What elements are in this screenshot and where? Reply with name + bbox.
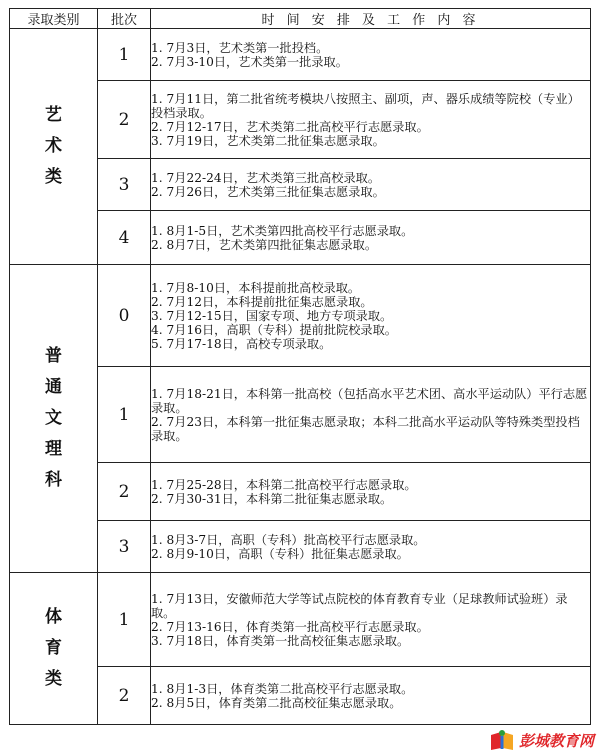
batch-number: 1	[98, 367, 151, 463]
schedule-line: 1. 7月3日，艺术类第一批投档。	[151, 40, 329, 55]
schedule-content-cell	[151, 29, 591, 81]
batch-number: 2	[98, 463, 151, 521]
category-char: 类	[45, 167, 62, 187]
schedule-line: 3. 7月18日，体育类第一批高校征集志愿录取。	[151, 633, 410, 648]
table-row	[10, 521, 591, 573]
schedule-content-cell	[151, 367, 591, 463]
schedule-line: 1. 7月8-10日，本科提前批高校录取。	[151, 280, 361, 295]
schedule-line: 2. 7月30-31日，本科第二批征集志愿录取。	[151, 491, 393, 506]
category-char: 普	[45, 346, 62, 366]
batch-number: 2	[98, 667, 151, 725]
table-row	[10, 211, 591, 265]
schedule-content-cell	[151, 667, 591, 725]
schedule-line: 1. 7月13日，安徽师范大学等试点院校的体育教育专业（足球教师试验班）录取。	[151, 591, 568, 620]
schedule-line: 2. 8月7日，艺术类第四批征集志愿录取。	[151, 237, 378, 252]
schedule-line: 2. 8月9-10日，高职（专科）批征集志愿录取。	[151, 546, 409, 561]
category-char: 理	[45, 439, 62, 459]
batch-number: 2	[98, 81, 151, 159]
schedule-content-cell	[151, 463, 591, 521]
schedule-line: 1. 8月3-7日，高职（专科）批高校平行志愿录取。	[151, 532, 426, 547]
batch-number: 0	[98, 265, 151, 367]
category-char: 科	[45, 470, 62, 490]
schedule-line: 2. 7月3-10日，艺术类第一批录取。	[151, 54, 348, 69]
batch-number: 1	[98, 573, 151, 667]
schedule-content-cell	[151, 159, 591, 211]
schedule-line: 2. 7月13-16日，体育类第一批高校平行志愿录取。	[151, 619, 429, 634]
schedule-content-cell	[151, 573, 591, 667]
batch-number: 4	[98, 211, 151, 265]
schedule-line: 1. 8月1-3日，体育类第二批高校平行志愿录取。	[151, 681, 414, 696]
schedule-content-cell	[151, 211, 591, 265]
table-row	[10, 159, 591, 211]
schedule-line: 1. 7月18-21日，本科第一批高校（包括高水平艺术团、高水平运动队）平行志愿录取。	[151, 386, 588, 415]
header-batch: 批次	[98, 9, 151, 29]
book-logo-icon	[489, 729, 515, 751]
table-row	[10, 29, 591, 81]
category-cell	[10, 573, 98, 725]
schedule-body	[10, 29, 591, 725]
schedule-line: 2. 8月5日，体育类第二批高校征集志愿录取。	[151, 695, 402, 710]
schedule-line: 2. 7月12日，本科提前批征集志愿录取。	[151, 294, 373, 309]
schedule-line: 3. 7月19日，艺术类第二批征集志愿录取。	[151, 133, 385, 148]
table-row	[10, 573, 591, 667]
category-char: 类	[45, 669, 62, 689]
schedule-line: 1. 7月11日，第二批省统考模块八按照主、副项，声、器乐成绩等院校（专业）投档录取。	[151, 91, 580, 120]
table-row	[10, 667, 591, 725]
admission-schedule-table	[9, 8, 591, 725]
schedule-content-cell	[151, 265, 591, 367]
site-watermark	[489, 729, 594, 751]
schedule-line: 2. 7月23日，本科第一批征集志愿录取；本科二批高水平运动队等特殊类型投档录取。	[151, 414, 580, 443]
schedule-line: 2. 7月26日，艺术类第三批征集志愿录取。	[151, 184, 385, 199]
table-row	[10, 81, 591, 159]
category-cell	[10, 29, 98, 265]
batch-number: 1	[98, 29, 151, 81]
table-row	[10, 265, 591, 367]
table-row	[10, 463, 591, 521]
schedule-content-cell	[151, 81, 591, 159]
schedule-line: 5. 7月17-18日，高校专项录取。	[151, 336, 332, 351]
category-char: 艺	[45, 105, 62, 125]
category-char: 文	[45, 408, 62, 428]
header-content: 时 间 安 排 及 工 作 内 容	[151, 9, 591, 29]
batch-number: 3	[98, 159, 151, 211]
schedule-content-cell	[151, 521, 591, 573]
schedule-line: 1. 7月22-24日，艺术类第三批高校录取。	[151, 170, 381, 185]
schedule-line: 1. 7月25-28日，本科第二批高校平行志愿录取。	[151, 477, 417, 492]
category-char: 术	[45, 136, 62, 156]
category-char: 体	[45, 607, 62, 627]
schedule-line: 4. 7月16日，高职（专科）提前批院校录取。	[151, 322, 397, 337]
schedule-line: 1. 8月1-5日，艺术类第四批高校平行志愿录取。	[151, 223, 414, 238]
schedule-line: 3. 7月12-15日，国家专项、地方专项录取。	[151, 308, 393, 323]
batch-number: 3	[98, 521, 151, 573]
category-char: 育	[45, 638, 62, 658]
table-row	[10, 367, 591, 463]
watermark-text: 彭城教育网	[518, 731, 594, 750]
header-category: 录取类别	[10, 9, 98, 29]
category-char: 通	[45, 377, 62, 397]
header-row	[10, 9, 591, 29]
category-cell	[10, 265, 98, 573]
schedule-line: 2. 7月12-17日，艺术类第二批高校平行志愿录取。	[151, 119, 429, 134]
